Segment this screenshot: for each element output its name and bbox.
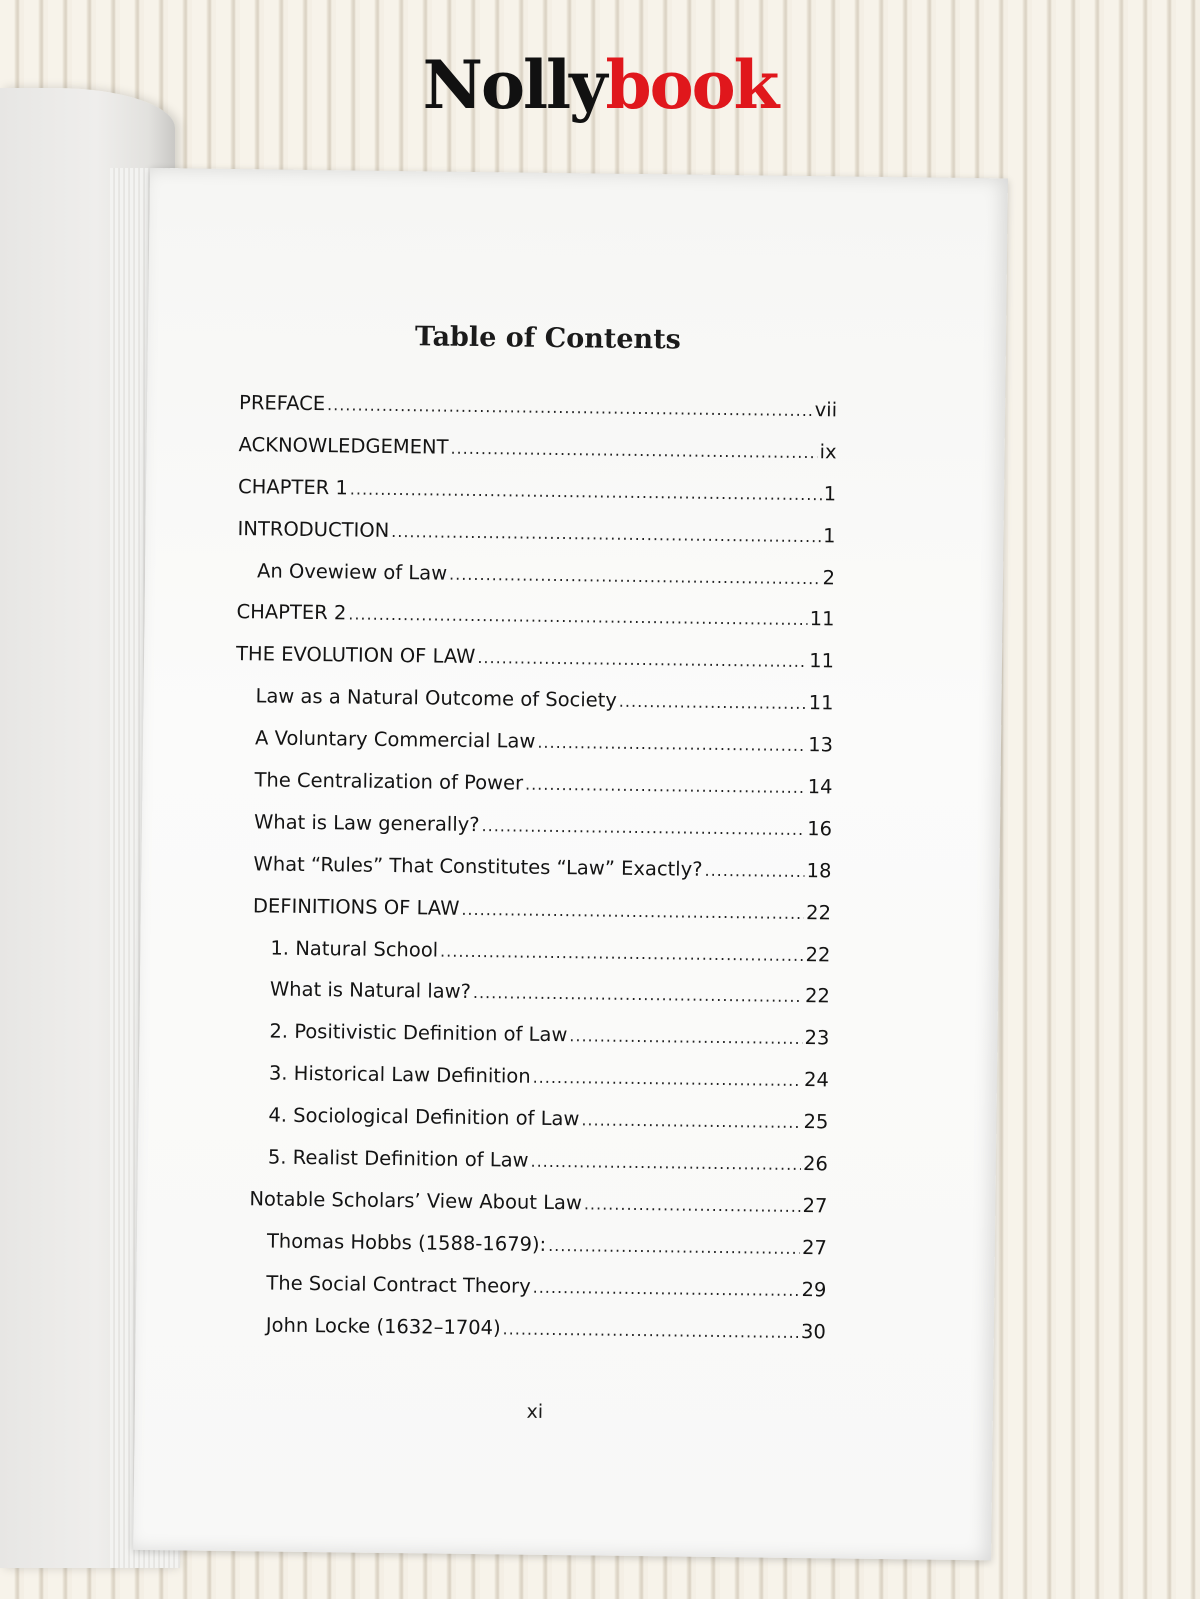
book-page — [133, 168, 1008, 1560]
toc-entry — [228, 1313, 826, 1362]
page-number: xi — [526, 1400, 544, 1423]
toc-leader-dots — [327, 395, 813, 420]
toc-entry-page: 27 — [802, 1193, 828, 1218]
toc-leader-dots — [533, 1068, 803, 1090]
toc-leader-dots — [503, 1319, 800, 1342]
toc-leader-dots — [619, 692, 807, 713]
logo-text-nolly: Nolly — [422, 46, 606, 124]
toc-entry — [234, 768, 832, 817]
toc-entry-label: PREFACE — [238, 391, 326, 416]
toc-leader-dots — [477, 648, 807, 671]
toc-entry — [236, 601, 834, 650]
toc-leader-dots — [704, 861, 804, 881]
toc-entry — [230, 1103, 828, 1152]
toc-entry — [233, 852, 831, 901]
toc-entry-label: What is Law generally? — [253, 810, 480, 836]
toc-leader-dots — [548, 1236, 800, 1258]
toc-entry — [239, 391, 837, 440]
toc-entry-label: 1. Natural School — [270, 936, 439, 962]
toc-entry-label: The Social Contract Theory — [266, 1271, 531, 1298]
toc-leader-dots — [440, 941, 804, 964]
toc-entry-page: 22 — [805, 942, 831, 966]
toc-entry — [235, 684, 833, 733]
toc-entry-page: 26 — [802, 1152, 829, 1176]
toc-entry-label: INTRODUCTION — [237, 516, 390, 542]
toc-leader-dots — [530, 1152, 801, 1174]
toc-leader-dots — [450, 439, 817, 462]
toc-entry-page: 1 — [822, 523, 836, 548]
toc-entry-page: 16 — [807, 816, 833, 841]
toc-entry-label: DEFINITIONS OF LAW — [252, 894, 460, 920]
toc-entry-page: 11 — [808, 691, 834, 715]
toc-leader-dots — [461, 900, 804, 923]
toc-entry-label: 2. Positivistic Definition of Law — [269, 1019, 568, 1047]
toc-leader-dots — [525, 775, 806, 797]
toc-entry-page: 14 — [807, 775, 833, 799]
toc-leader-dots — [449, 564, 821, 588]
toc-entry-page: 13 — [808, 733, 834, 757]
toc-leader-dots — [537, 733, 806, 755]
toc-entry-page: 2 — [822, 565, 836, 589]
toc-entry-label: ACKNOWLEDGEMENT — [238, 432, 449, 459]
toc-entry — [236, 642, 834, 691]
toc-entry — [238, 433, 836, 482]
toc-entry-label: Thomas Hobbs (1588-1679): — [266, 1229, 547, 1256]
toc-entry-page: 18 — [806, 858, 832, 883]
toc-entry — [231, 1061, 829, 1110]
toc-entry-label: 4. Sociological Definition of Law — [268, 1103, 580, 1131]
toc-entry-page: 25 — [803, 1110, 829, 1134]
toc-leader-dots — [533, 1277, 800, 1299]
toc-entry-label: John Locke (1632–1704) — [265, 1313, 501, 1339]
page-title: Table of Contents — [414, 321, 682, 356]
toc-entry — [231, 1019, 829, 1068]
toc-entry-label: CHAPTER 2 — [236, 600, 347, 625]
toc-entry — [237, 517, 835, 566]
toc-entry-label: 3. Historical Law Definition — [268, 1061, 531, 1088]
toc-entry — [237, 559, 835, 608]
toc-entry — [234, 810, 832, 859]
toc-leader-dots — [473, 983, 803, 1006]
toc-leader-dots — [348, 605, 808, 630]
toc-entry-label: What is Natural law? — [269, 977, 472, 1004]
toc-leader-dots — [581, 1110, 801, 1132]
toc-leader-dots — [584, 1194, 801, 1216]
toc-entry-page: ix — [819, 440, 837, 464]
toc-entry-label: An Ovewiew of Law — [256, 558, 448, 585]
toc-leader-dots — [391, 522, 821, 546]
toc-entry-page: vii — [814, 398, 838, 422]
toc-leader-dots — [350, 479, 822, 504]
toc-entry-label: The Centralization of Power — [254, 768, 524, 795]
toc-entry — [235, 726, 833, 775]
toc-entry-page: 11 — [809, 607, 835, 631]
toc-entry-page: 29 — [801, 1277, 827, 1302]
toc-entry-label: A Voluntary Commercial Law — [254, 726, 536, 753]
toc-entry — [233, 894, 831, 943]
toc-entry-page: 24 — [803, 1068, 830, 1092]
toc-entry-label: Notable Scholars’ View About Law — [249, 1187, 583, 1215]
toc-entry-page: 22 — [805, 900, 832, 925]
toc-entry-page: 27 — [801, 1235, 828, 1260]
toc-entry — [228, 1271, 826, 1320]
toc-entry-label: 5. Realist Definition of Law — [267, 1145, 529, 1172]
table-of-contents — [228, 391, 838, 1362]
toc-entry — [229, 1229, 827, 1278]
toc-entry-label: THE EVOLUTION OF LAW — [235, 642, 476, 669]
toc-entry-page: 30 — [800, 1319, 826, 1343]
toc-entry-label: CHAPTER 1 — [237, 474, 349, 500]
nollybook-logo — [0, 46, 1200, 124]
toc-leader-dots — [569, 1027, 802, 1049]
toc-entry — [230, 1145, 828, 1194]
toc-entry-page: 22 — [804, 984, 831, 1008]
logo-text-book: book — [605, 46, 778, 124]
toc-entry-label: What “Rules” That Constitutes “Law” Exactly? — [253, 852, 703, 881]
toc-entry — [238, 475, 836, 524]
toc-entry-label: Law as a Natural Outcome of Society — [255, 684, 618, 712]
toc-leader-dots — [481, 816, 805, 839]
toc-entry-page: 11 — [809, 649, 835, 673]
toc-entry — [229, 1187, 827, 1236]
toc-entry-page: 1 — [823, 482, 837, 506]
toc-entry — [232, 936, 830, 985]
toc-entry-page: 23 — [804, 1026, 830, 1050]
toc-entry — [232, 978, 830, 1027]
